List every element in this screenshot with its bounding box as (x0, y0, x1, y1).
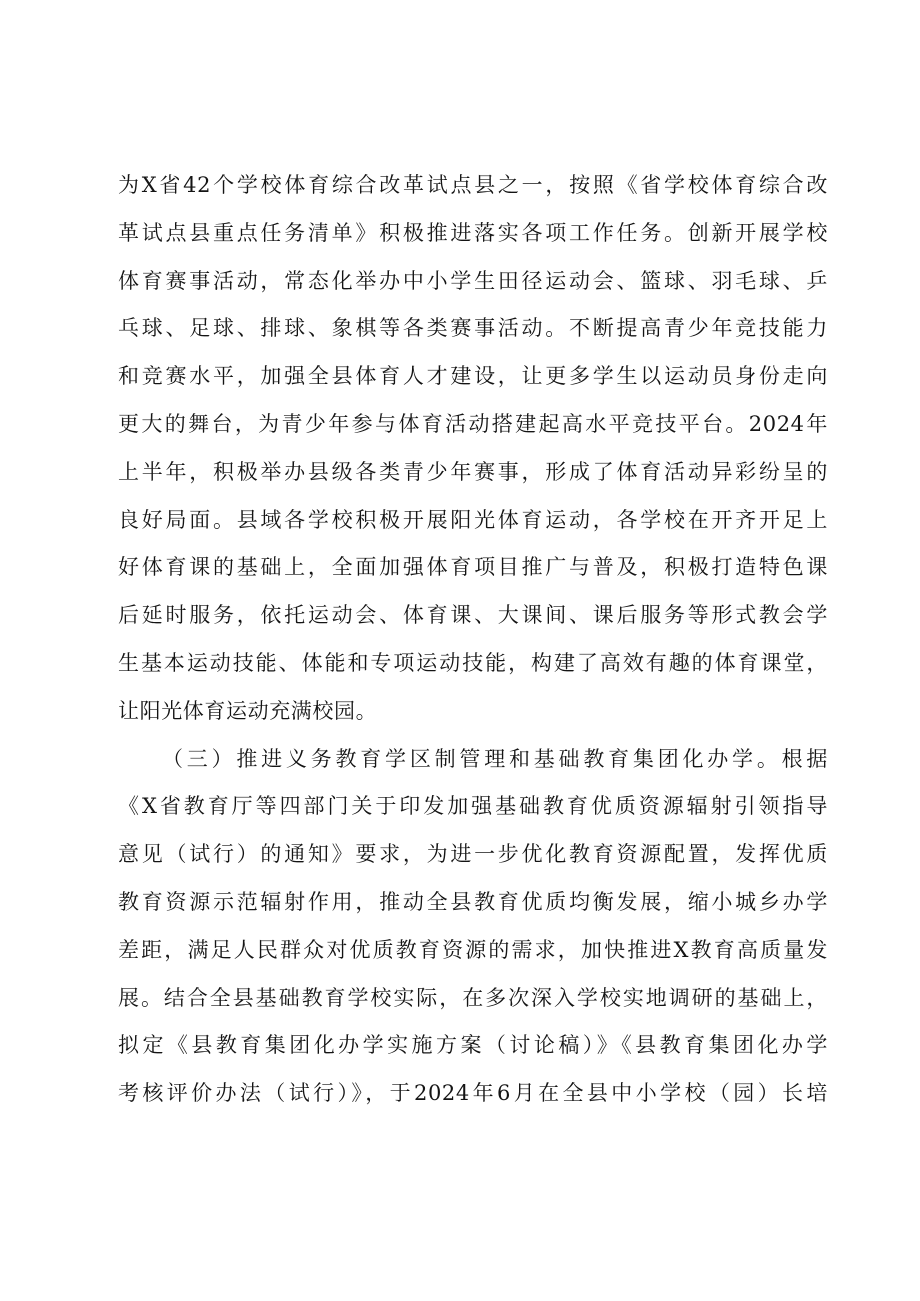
text-line: 展。结合全县基础教育学校实际，在多次深入学校实地调研的基础上， (118, 985, 828, 1010)
document-body (118, 162, 828, 1118)
text-line: 上半年，积极举办县级各类青少年赛事，形成了体育活动异彩纷呈的 (118, 459, 828, 484)
text-line: 拟定《县教育集团化办学实施方案（讨论稿）》《县教育集团化办学 (118, 1033, 828, 1058)
text-line: 生基本运动技能、体能和专项运动技能，构建了高效有趣的体育课堂， (118, 650, 828, 675)
text-line: 差距，满足人民群众对优质教育资源的需求，加快推进X教育高质量发 (118, 937, 828, 962)
text-line: 让阳光体育运动充满校园。 (118, 698, 378, 723)
paragraph-sports-reform (118, 162, 828, 736)
text-line: 乓球、足球、排球、象棋等各类赛事活动。不断提高青少年竞技能力 (118, 316, 828, 341)
text-line: 好体育课的基础上，全面加强体育项目推广与普及，积极打造特色课 (118, 555, 828, 580)
text-line: 《X省教育厅等四部门关于印发加强基础教育优质资源辐射引领指导 (118, 794, 828, 819)
text-line: 和竞赛水平，加强全县体育人才建设，让更多学生以运动员身份走向 (118, 364, 828, 389)
text-line: 体育赛事活动，常态化举办中小学生田径运动会、篮球、羽毛球、乒 (118, 268, 828, 293)
text-line: 良好局面。县域各学校积极开展阳光体育运动，各学校在开齐开足上 (118, 507, 828, 532)
text-line: 更大的舞台，为青少年参与体育活动搭建起高水平竞技平台。2024年 (118, 411, 828, 436)
text-line: 革试点县重点任务清单》积极推进落实各项工作任务。创新开展学校 (118, 220, 828, 245)
text-line: 教育资源示范辐射作用，推动全县教育优质均衡发展，缩小城乡办学 (118, 889, 828, 914)
text-line: 为X省42个学校体育综合改革试点县之一，按照《省学校体育综合改 (118, 173, 828, 197)
text-line: 后延时服务，依托运动会、体育课、大课间、课后服务等形式教会学 (118, 603, 828, 628)
text-line: 意见（试行）的通知》要求，为进一步优化教育资源配置，发挥优质 (118, 842, 828, 867)
text-line: 考核评价办法（试行）》，于2024年6月在全县中小学校（园）长培 (118, 1081, 828, 1106)
section-heading-line: （三）推进义务教育学区制管理和基础教育集团化办学。根据 (162, 746, 828, 771)
paragraph-district-management (118, 736, 828, 1118)
